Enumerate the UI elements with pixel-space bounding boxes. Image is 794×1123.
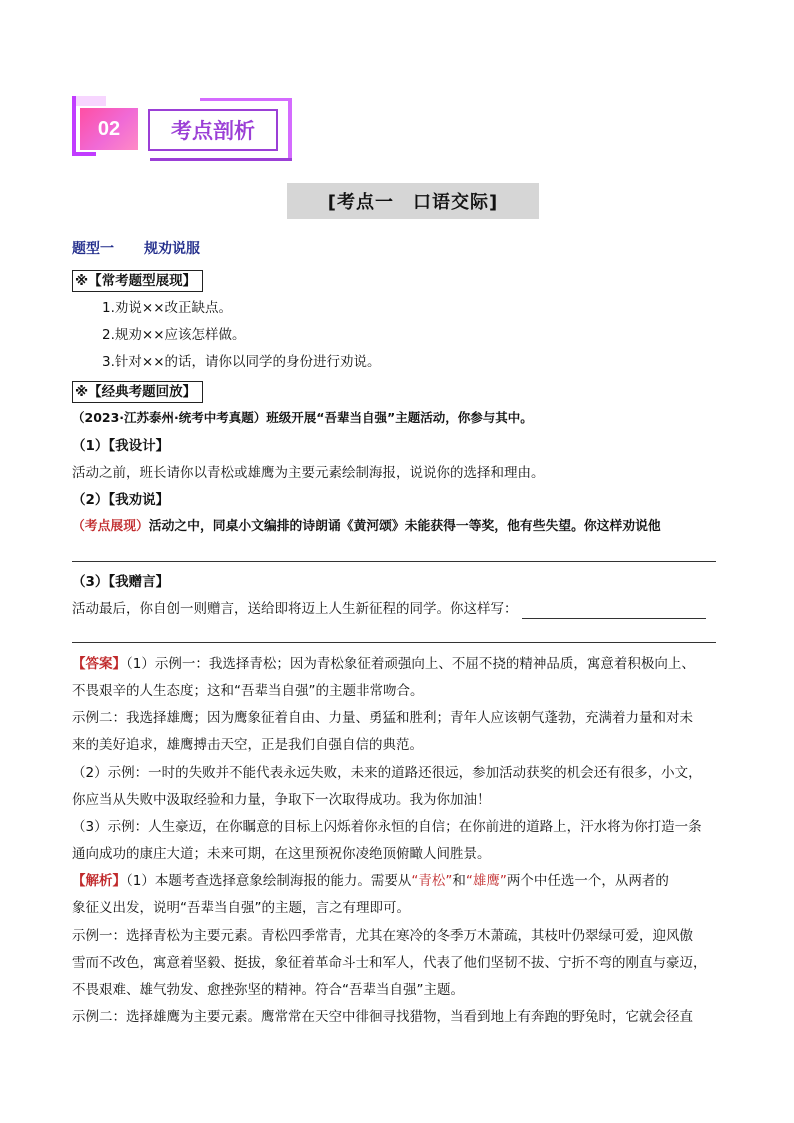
analysis-line-text: 雪而不改色，寓意着坚毅、挺拔，象征着革命斗士和军人，代表了他们坚韧不拔、宁折不弯的刚直与豪迈， [72,955,707,971]
answer-line-text: （2）示例：一时的失败并不能代表永远失败，未来的道路还很远，参加活动获奖的机会还有很多，小文， [72,765,702,781]
answer-line-text: 你应当从失败中汲取经验和力量，争取下一次取得成功。我为你加油！ [72,792,491,808]
classic-questions-header: ※【经典考题回放】 [72,381,203,403]
answer-line [72,561,716,562]
answer-line [72,642,716,643]
common-item: 1.劝说××改正缺点。 [102,300,233,316]
exam-point-tag: （考点展现） [72,519,149,534]
question-source: （2023·江苏泰州·统考中考真题）班级开展“吾辈当自强”主题活动，你参与其中。 [72,410,533,425]
part3-text: 活动最后，你自创一则赠言，送给即将迈上人生新征程的同学。你这样写： [72,599,706,619]
common-item: 3.针对××的话，请你以同学的身份进行劝说。 [102,354,381,370]
answer-line-text: 通向成功的康庄大道；未来可期，在这里预祝你凌绝顶俯瞰人间胜景。 [72,846,491,862]
answer-label: 【答案】 [72,656,126,672]
analysis-line-text: 象征义出发，说明“吾辈当自强”的主题，言之有理即可。 [72,900,410,916]
part1-label: （1）【我设计】 [72,438,170,454]
answer-line-text: 不畏艰辛的人生态度；这和“吾辈当自强”的主题非常吻合。 [72,683,424,699]
answer-line-text: （3）示例：人生豪迈，在你瞩意的目标上闪烁着你永恒的自信；在你前进的道路上，汗水将为你打造一条 [72,819,702,835]
badge-decoration [288,98,292,160]
question-type-name: 规劝说服 [144,241,200,257]
badge-decoration [200,98,292,101]
answer-line-text: 来的美好追求，雄鹰搏击天空，正是我们自强自信的典范。 [72,737,423,753]
answer-line-text: 示例二：我选择雄鹰；因为鹰象征着自由、力量、勇猛和胜利；青年人应该朝气蓬勃，充满着力量和对未 [72,710,693,726]
common-item: 2.规劝××应该怎样做。 [102,327,246,343]
part2-label: （2）【我劝说】 [72,492,170,508]
common-types-header: ※【常考题型展现】 [72,270,203,292]
section-number-badge: 02 [80,108,138,150]
answer-blank [522,604,706,619]
analysis-line-text: 示例二：选择雄鹰为主要元素。鹰常常在天空中徘徊寻找猎物，当看到地上有奔跑的野兔时，它就会径直 [72,1009,693,1025]
badge-decoration [72,96,76,156]
topic-title: [考点一 口语交际] [287,183,539,219]
part3-label: （3）【我赠言】 [72,574,170,590]
analysis-line-text: 示例一：选择青松为主要元素。青松四季常青，尤其在寒冷的冬季万木萧疏，其枝叶仍翠绿可爱，迎风傲 [72,928,693,944]
badge-decoration [150,158,292,161]
question-type [72,239,200,259]
keyword: “雄鹰” [465,873,507,889]
analysis-line-text: 不畏艰难、雄气勃发、愈挫弥坚的精神。符合“吾辈当自强”主题。 [72,982,464,998]
section-heading: 考点剖析 [148,109,278,151]
part1-text: 活动之前，班长请你以青松或雄鹰为主要元素绘制海报，说说你的选择和理由。 [72,465,545,481]
part2-text: （考点展现）活动之中，同桌小文编排的诗朗诵《黄河颂》未能获得一等奖，他有些失望。你这样劝说他 [72,519,661,534]
analysis-label: 【解析】 [72,873,126,889]
badge-decoration [76,96,106,106]
analysis-line-text: 【解析】（1）本题考查选择意象绘制海报的能力。需要从“青松”和“雄鹰”两个中任选一个，从两者的 [72,873,669,889]
keyword: “青松” [411,873,453,889]
badge-decoration [72,152,96,156]
question-type-label: 题型一 [72,241,114,257]
answer-line-text: 【答案】（1）示例一：我选择青松；因为青松象征着顽强向上、不屈不挠的精神品质，寓意着积极向上、 [72,656,695,672]
